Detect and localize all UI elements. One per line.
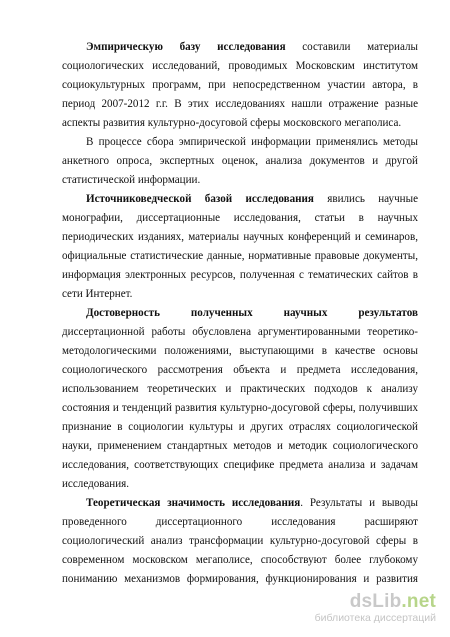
paragraph-text: явились научные монографии, диссертационные исследования, статьи в научных периодических изданиях, материалы научных конференций и семинаров, официальные статистические данные, нормативные правовые документы, информация электронных ресурсов, полученная с тематических сайтов в сети Интернет. <box>62 193 418 300</box>
paragraph-lead: Теоретическая значимость исследования <box>86 497 301 509</box>
watermark-logo <box>350 591 436 613</box>
paragraph-lead: Источниковедческой базой исследования <box>86 193 314 205</box>
paragraph-lead: Эмпирическую базу исследования <box>86 41 286 53</box>
watermark-logo-main: dsLib <box>349 591 402 612</box>
paragraph-theoretical-significance <box>62 494 418 586</box>
watermark-subtitle: библиотека диссертаций <box>314 612 436 624</box>
watermark <box>296 591 436 627</box>
document-page <box>62 38 418 586</box>
watermark-logo-tld: .net <box>401 591 436 612</box>
paragraph-reliability <box>62 304 418 494</box>
paragraph-text: составили материалы социологических исследований, проводимых Московским институтом социокультурных программ, при непосредственном участии автора, в период 2007-2012 г.г. В этих исследованиях нашли отражение разные аспекты развития культурно-досуговой сферы московского мегаполиса. <box>62 41 418 129</box>
paragraph-source-base <box>62 190 418 304</box>
paragraph-lead: Достоверность полученных научных результатов <box>86 307 418 319</box>
paragraph-empirical-base <box>62 38 418 133</box>
paragraph-data-collection <box>62 133 418 190</box>
paragraph-text: В процессе сбора эмпирической информации применялись методы анкетного опроса, экспертных оценок, анализа документов и другой статистической информации. <box>62 136 418 186</box>
paragraph-text: диссертационной работы обусловлена аргументированными теоретико-методологическими положениями, выступающими в качестве основы социологического рассмотрения объекта и предмета исследования, использованием теоретических и практических подходов к анализу состояния и тенденций развития культурно-досуговой сферы, получивших признание в социологии культуры и других отраслях социологической науки, применением стандартных методов и методик социологического исследования, соответствующих специфике предмета анализа и задачам исследования. <box>62 326 418 490</box>
paragraph-text: . Результаты и выводы проведенного диссертационного исследования расширяют социологический анализ трансформации культурно-досуговой сферы в современном московском мегаполисе, способствуют более глубокому пониманию механизмов формирования, функционирования и развития <box>62 497 418 585</box>
